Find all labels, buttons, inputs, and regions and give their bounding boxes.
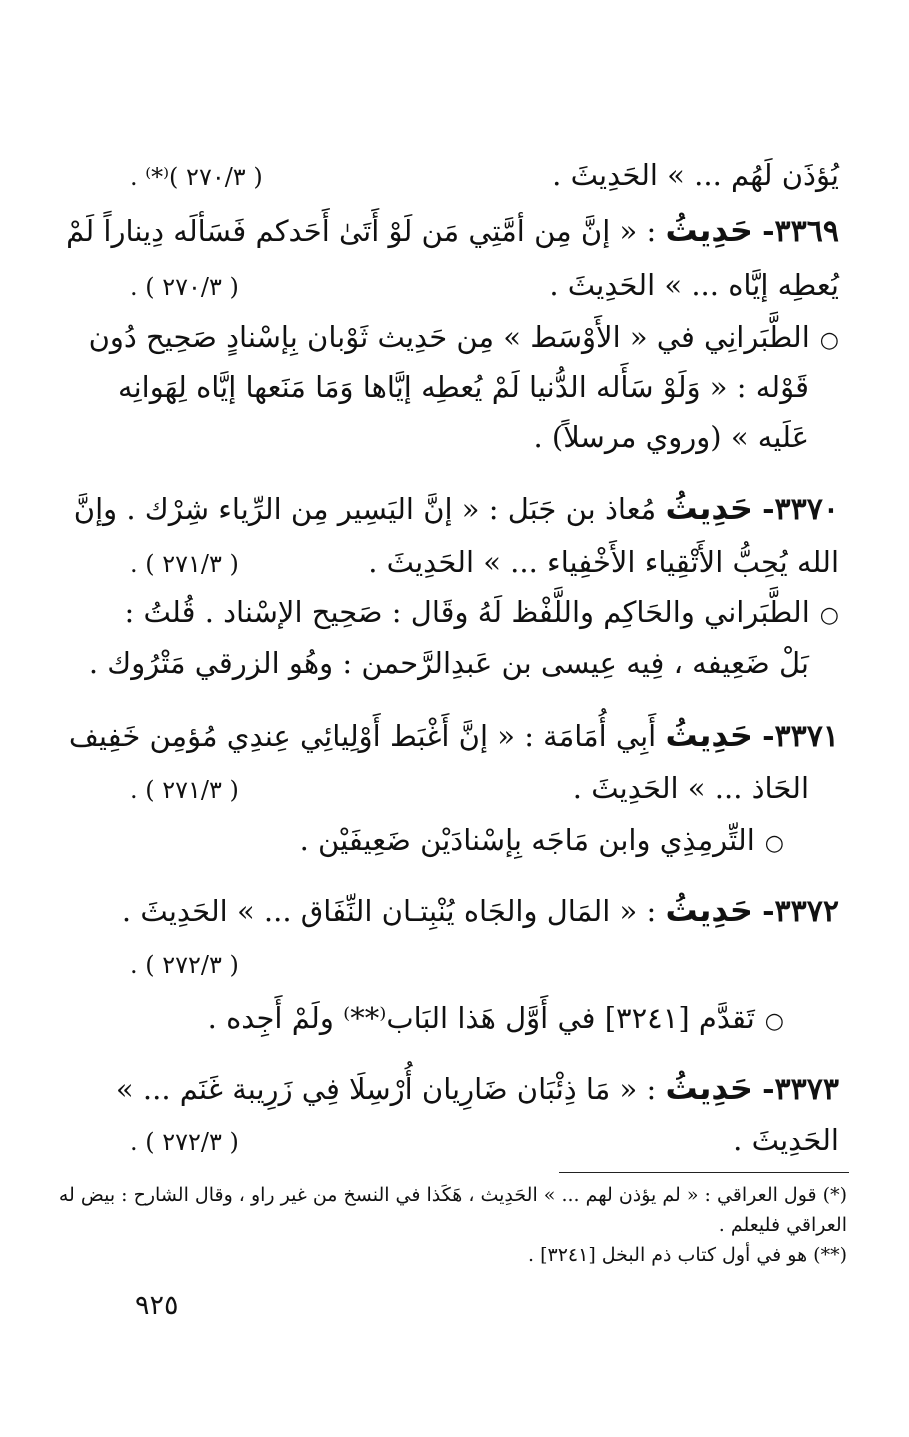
volume-page-reference: ( ٢٧١/٣ ) . [130, 776, 239, 804]
line-text: عَلَيه » (وروي مرسلاً) . [533, 420, 809, 454]
line-text: الطَّبَرانِي في « الأَوْسَط » مِن حَدِيث ثَوْبان بِإسْنادٍ صَحِيح دُون [88, 320, 810, 354]
text-line [130, 1115, 839, 1165]
hadith-entry-3373 [115, 1063, 839, 1113]
text-line [130, 537, 839, 587]
line-text: الطَّبَراني والحَاكِم واللَّفْظ لَهُ وقَال : صَحِيح الإسْناد . قُلتُ : [124, 595, 810, 629]
entry-number: ٣٣٧٣- [762, 1072, 839, 1107]
hadith-keyword: حَدِيثُ [665, 211, 753, 249]
line-text: : « مَا ذِئْبَان ضَارِيان أُرْسِلَا فِي زَرِيبة غَنَم ... » [115, 1072, 657, 1106]
commentary-line [88, 638, 809, 688]
volume-page-reference: ( ٢٧٢/٣ ) . [130, 1128, 239, 1156]
page-number: ٩٢٥ [135, 1290, 179, 1321]
footnote-1-continued: العراقي فليعلم . [718, 1214, 847, 1236]
text-line [130, 260, 839, 310]
commentary-line [118, 362, 809, 412]
entry-number: ٣٣٧٠- [762, 492, 839, 527]
footnote-1: (*) قول العراقي : « لم يؤذن لهم ... » الحَدِيث ، هَكَذا في النسخ من غير راو ، وقال الشارح : بيض له [58, 1184, 847, 1206]
hadith-keyword: حَدِيثُ [665, 489, 753, 527]
line-text: أَبِي أُمَامَة : « إنَّ أَغْبَط أَوْلِيائِي عِندِي مُؤمِن خَفِيف [68, 719, 657, 753]
hadith-entry-3370 [73, 483, 839, 533]
hadith-entry-3369 [66, 205, 839, 255]
entry-number: ٣٣٧٢- [762, 894, 839, 929]
volume-page-reference: ( ٢٧٠/٣ ) . [130, 273, 239, 301]
footnote-2: (**) هو في أول كتاب ذم البخل [٣٢٤١] . [528, 1244, 847, 1266]
circle-bullet-icon: ○ [764, 831, 784, 856]
line-text: قَوْله : « وَلَوْ سَأَله الدُّنيا لَمْ يُعطِه إيَّاها وَمَا مَنَعها إيَّاه لِهَوانِه [118, 370, 809, 404]
line-text: مُعاذ بن جَبَل : « إنَّ اليَسِير مِن الرِّياء شِرْك . وإنَّ [73, 492, 657, 526]
line-text: التِّرمِذِي وابن مَاجَه بِإسْنادَيْن ضَعِيفَيْن . [299, 823, 755, 857]
circle-bullet-icon: ○ [819, 328, 839, 353]
line-text: الله يُحِبُّ الأَتْقِياء الأَخْفِياء ... » الحَدِيثَ . [368, 545, 839, 579]
hadith-entry-3372 [121, 885, 839, 935]
commentary-line [124, 587, 839, 637]
text-line [130, 763, 809, 813]
line-text: الحَدِيثَ . [733, 1123, 839, 1157]
volume-page-reference: ( ٢٧٢/٣ ) . [130, 951, 239, 979]
entry-number: ٣٣٦٩- [762, 214, 839, 249]
line-text: : « المَال والجَاه يُنْبِتـان النِّفَاق ... » الحَدِيثَ . [121, 894, 657, 928]
commentary-line [88, 312, 839, 362]
hadith-keyword: حَدِيثُ [665, 891, 753, 929]
line-text: : « إنَّ مِن أمَّتِي مَن لَوْ أَتَىٰ أَحَدكم فَسَألَه دِيناراً لَمْ [66, 214, 657, 248]
text-line [130, 940, 839, 990]
footnote-divider [559, 1172, 849, 1173]
commentary-line [130, 993, 784, 1043]
circle-bullet-icon: ○ [764, 1009, 784, 1034]
commentary-line [130, 412, 809, 462]
volume-page-reference: ( ٢٧٠/٣ )⁽*⁾ . [130, 163, 263, 191]
hadith-entry-3371 [68, 710, 839, 760]
text-line [130, 150, 839, 200]
line-text: تَقدَّم [٣٢٤١] في أَوَّل هَذا البَاب⁽**⁾ ولَمْ أَجِده . [207, 1001, 755, 1035]
line-text: الحَاذ ... » الحَدِيثَ . [572, 771, 809, 805]
circle-bullet-icon: ○ [819, 603, 839, 628]
line-text: بَلْ ضَعِيفه ، فِيه عِيسى بن عَبدِالرَّحمن : وهُو الزرقي مَتْرُوك . [88, 646, 809, 680]
volume-page-reference: ( ٢٧١/٣ ) . [130, 550, 239, 578]
line-text: يُؤذَن لَهُم ... » الحَدِيثَ . [552, 158, 839, 192]
line-text: يُعطِه إيَّاه ... » الحَدِيثَ . [549, 268, 839, 302]
hadith-keyword: حَدِيثُ [665, 1069, 753, 1107]
entry-number: ٣٣٧١- [762, 719, 839, 754]
hadith-keyword: حَدِيثُ [665, 716, 753, 754]
commentary-line [130, 815, 784, 865]
